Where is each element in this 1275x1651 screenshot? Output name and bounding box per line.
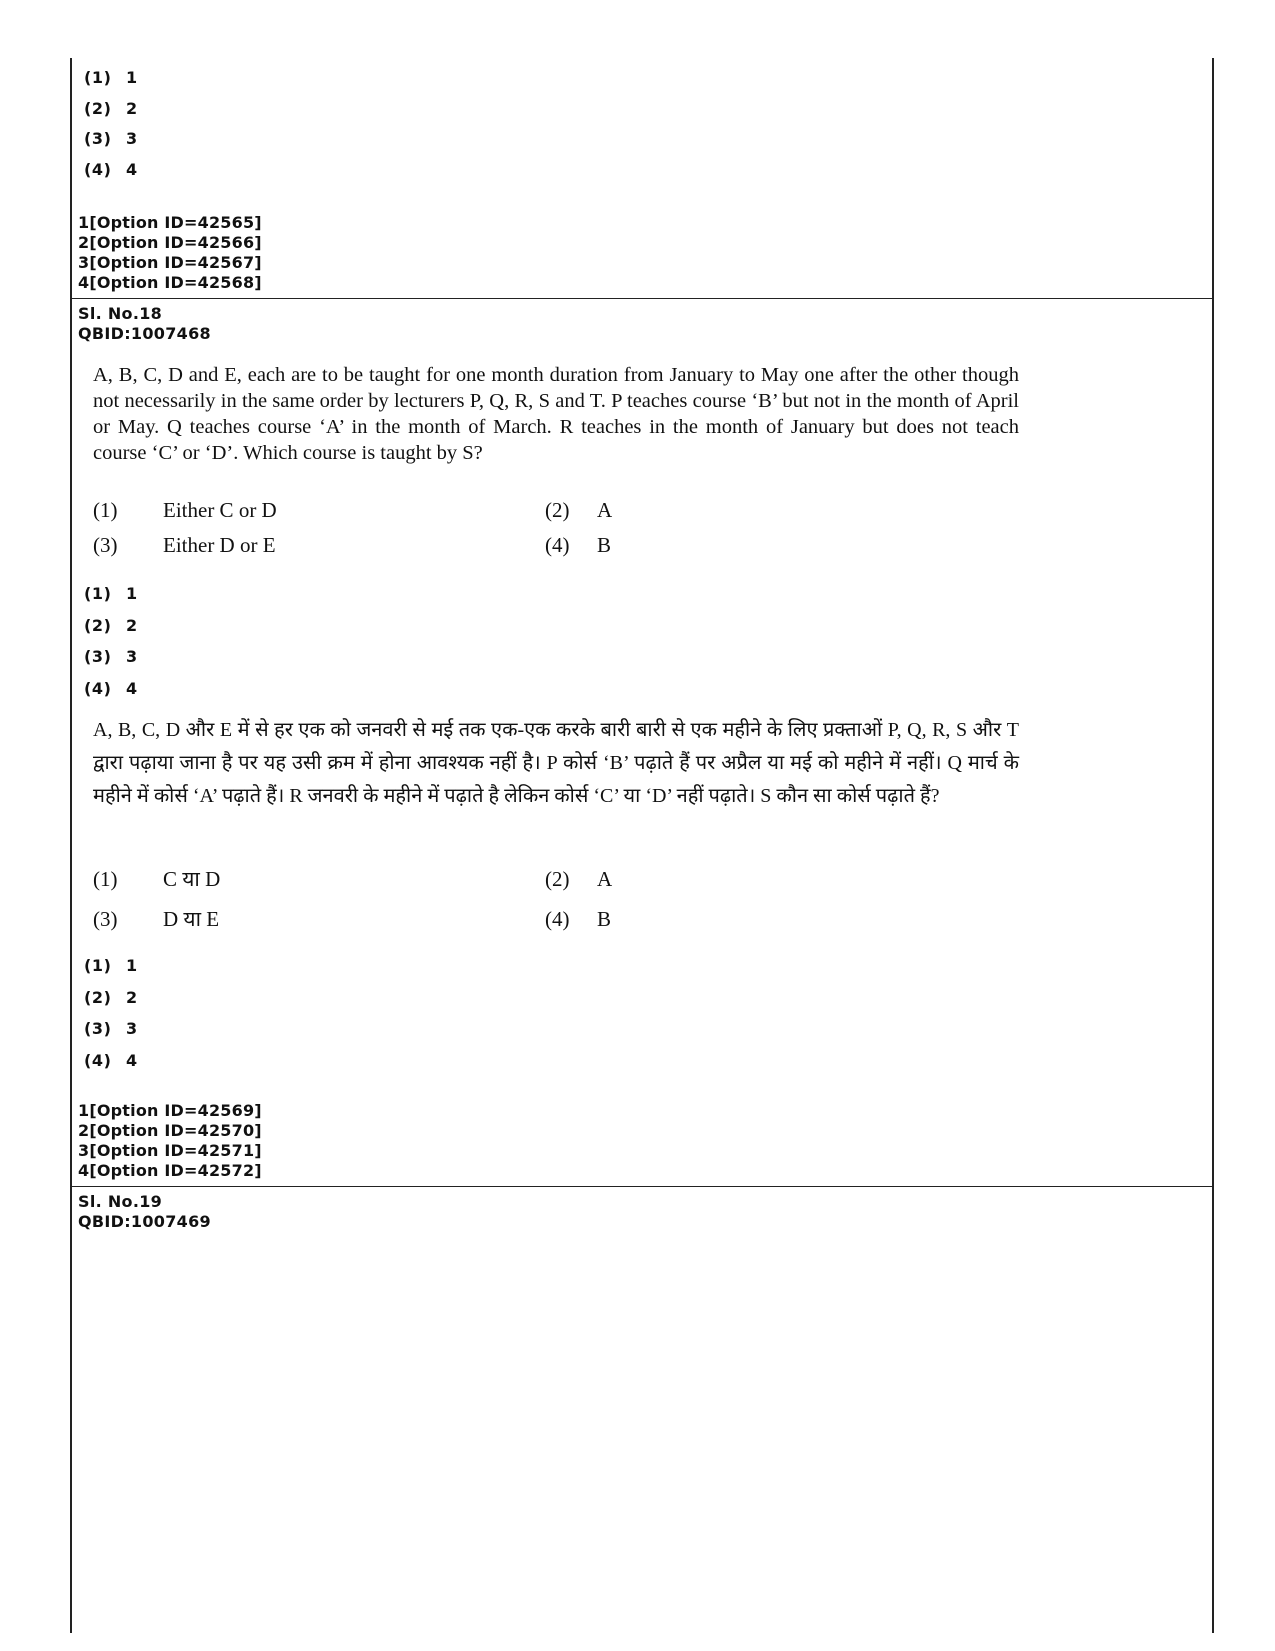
question-option: (2) A	[545, 498, 613, 522]
serial-number: Sl. No.18	[78, 304, 163, 323]
option-id: 4[Option ID=42568]	[78, 273, 262, 292]
question-option: (4) B	[545, 907, 612, 931]
option-id: 1[Option ID=42565]	[78, 213, 262, 232]
answer-choice: (4) 4	[84, 1051, 138, 1070]
option-id: 4[Option ID=42572]	[78, 1161, 262, 1180]
answer-choice: (4) 4	[84, 679, 138, 698]
option-id: 1[Option ID=42569]	[78, 1101, 262, 1120]
answer-choice: (4) 4	[84, 160, 138, 179]
option-id: 2[Option ID=42570]	[78, 1121, 262, 1140]
question-option: (1) Either C or D	[93, 498, 277, 522]
section-divider	[70, 298, 1214, 299]
question-option: (4) B	[545, 533, 612, 557]
option-id: 2[Option ID=42566]	[78, 233, 262, 252]
answer-choice: (2) 2	[84, 99, 138, 118]
answer-choice: (2) 2	[84, 616, 138, 635]
option-id: 3[Option ID=42567]	[78, 253, 262, 272]
answer-choice: (2) 2	[84, 988, 138, 1007]
question-option: (2) A	[545, 867, 613, 891]
question-text-english: A, B, C, D and E, each are to be taught for one month duration from January to May one after the other though not necessarily in the same order by lecturers P, Q, R, S and T. P teaches course ‘B’ but not in the month of April or May. Q teaches course ‘A’ in the month of March. R teaches in the month of January but does not teach course ‘C’ or ‘D’. Which course is taught by S?	[93, 364, 1019, 464]
answer-choice: (3) 3	[84, 129, 138, 148]
answer-choice: (3) 3	[84, 647, 138, 666]
option-id-list	[78, 1101, 262, 1181]
question-text-hindi: A, B, C, D और E में से हर एक को जनवरी से मई तक एक-एक करके बारी बारी से एक महीने के लिए प्रक्ताओं P, Q, R, S और T द्वारा पढ़ाया जाना है पर यह उसी क्रम में होना आवश्यक नहीं है। P कोर्स ‘B’ पढ़ाते हैं पर अप्रैल या मई को महीने में नहीं। Q मार्च के महीने में कोर्स ‘A’ पढ़ाते हैं। R जनवरी के महीने में पढ़ाते है लेकिन कोर्स ‘C’ या ‘D’ नहीं पढ़ाते। S कौन सा कोर्स पढ़ाते हैं?	[93, 719, 1019, 807]
question-header	[78, 304, 211, 344]
section-divider	[70, 1186, 1214, 1187]
answer-choice: (1) 1	[84, 68, 138, 87]
question-option: (3) Either D or E	[93, 533, 276, 557]
qbid: QBID:1007468	[78, 324, 211, 343]
answer-choice: (1) 1	[84, 584, 138, 603]
answer-choice: (1) 1	[84, 956, 138, 975]
serial-number: Sl. No.19	[78, 1192, 163, 1211]
left-border	[70, 58, 72, 1633]
option-id-list	[78, 213, 262, 293]
qbid: QBID:1007469	[78, 1212, 211, 1231]
question-option: (1) C या D	[93, 867, 221, 891]
question-option: (3) D या E	[93, 907, 220, 931]
question-header	[78, 1192, 211, 1232]
answer-choice: (3) 3	[84, 1019, 138, 1038]
right-border	[1212, 58, 1214, 1633]
option-id: 3[Option ID=42571]	[78, 1141, 262, 1160]
